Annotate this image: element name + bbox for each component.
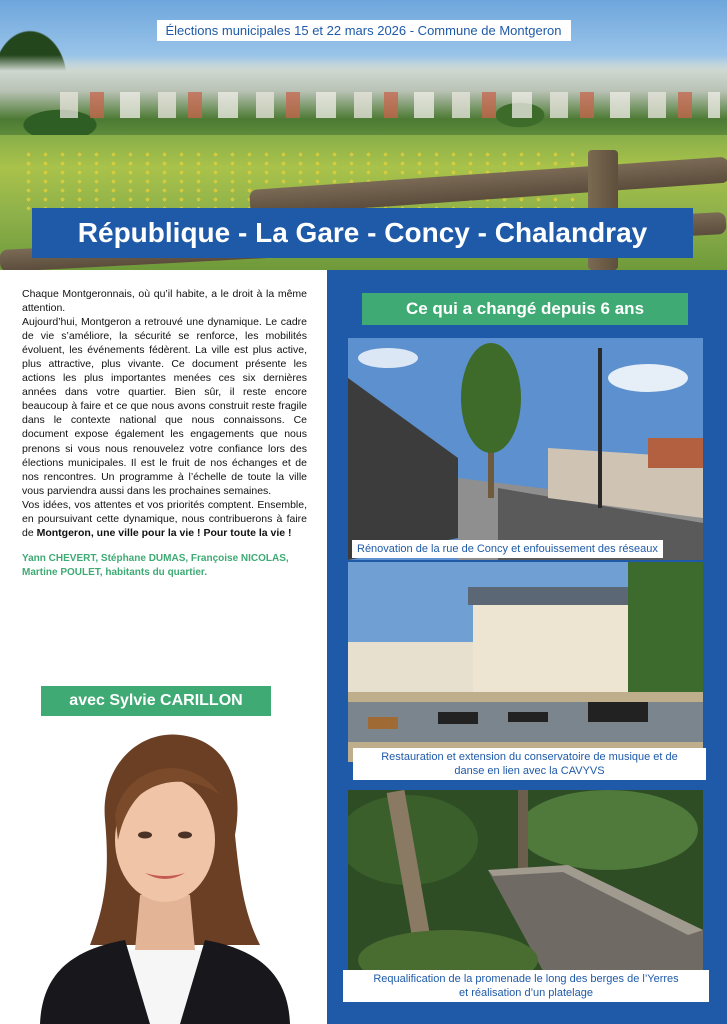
changes-heading: Ce qui a changé depuis 6 ans xyxy=(362,293,688,325)
hero-banner xyxy=(0,0,727,270)
caption-line: danse en lien avec la CAVYVS xyxy=(454,765,605,777)
slogan: Montgeron, une ville pour la vie ! Pour toute la vie ! xyxy=(36,526,292,539)
intro-paragraph: Aujourd’hui, Montgeron a retrouvé une dynamique. Le cadre de vie s’améliore, la sécurité se renforce, les mobilités évoluent, les événements fédèrent. La ville est plus active, plus attractive, plus vivante. Ce document présente les actions les plus importantes menées ces six dernières années dans votre quartier. Bien sûr, il reste encore beaucoup à faire et ce que nous avons construit reste fragile dans le contexte national que nous connaissons. Ce document expose également les engagements que nous prenons si vous nous renouvelez votre confiance lors des élections municipales. Il est le fruit de nos échanges et de nos rencontres. Un programme à l’échelle de toute la ville vous parviendra aussi dans les prochaines semaines. xyxy=(22,316,307,497)
signatories: Yann CHEVERT, Stéphane DUMAS, Françoise NICOLAS, Martine POULET, habitants du quartier. xyxy=(22,552,289,578)
intro-paragraph: Chaque Montgeronnais, où qu’il habite, a le droit à la même attention. xyxy=(22,288,307,315)
photo-promenade xyxy=(348,790,703,980)
caption-line: Restauration et extension du conservatoire de musique et de xyxy=(381,751,678,763)
intro-column xyxy=(22,287,307,580)
photo-conservatoire xyxy=(348,562,703,762)
caption-promenade xyxy=(343,970,709,1002)
caption-rue-de-concy: Rénovation de la rue de Concy et enfouissement des réseaux xyxy=(352,540,663,558)
candidate-label: avec Sylvie CARILLON xyxy=(41,686,271,716)
election-date-banner: Élections municipales 15 et 22 mars 2026 - Commune de Montgeron xyxy=(157,20,571,41)
intro-paragraph-text: Vos idées, vos attentes et vos priorités comptent. Ensemble, en poursuivant cette dynamique, nous contribuerons à faire de xyxy=(22,498,307,539)
caption-line: et réalisation d’un platelage xyxy=(459,987,593,999)
candidate-portrait xyxy=(30,725,300,1024)
intro-text xyxy=(22,287,307,540)
district-title: République - La Gare - Concy - Chalandray xyxy=(32,208,693,258)
hero-houses xyxy=(60,70,720,130)
caption-conservatoire xyxy=(353,748,706,780)
caption-line: Requalification de la promenade le long des berges de l’Yerres xyxy=(373,973,679,985)
photo-rue-de-concy xyxy=(348,338,703,560)
intro-paragraph xyxy=(22,498,307,540)
